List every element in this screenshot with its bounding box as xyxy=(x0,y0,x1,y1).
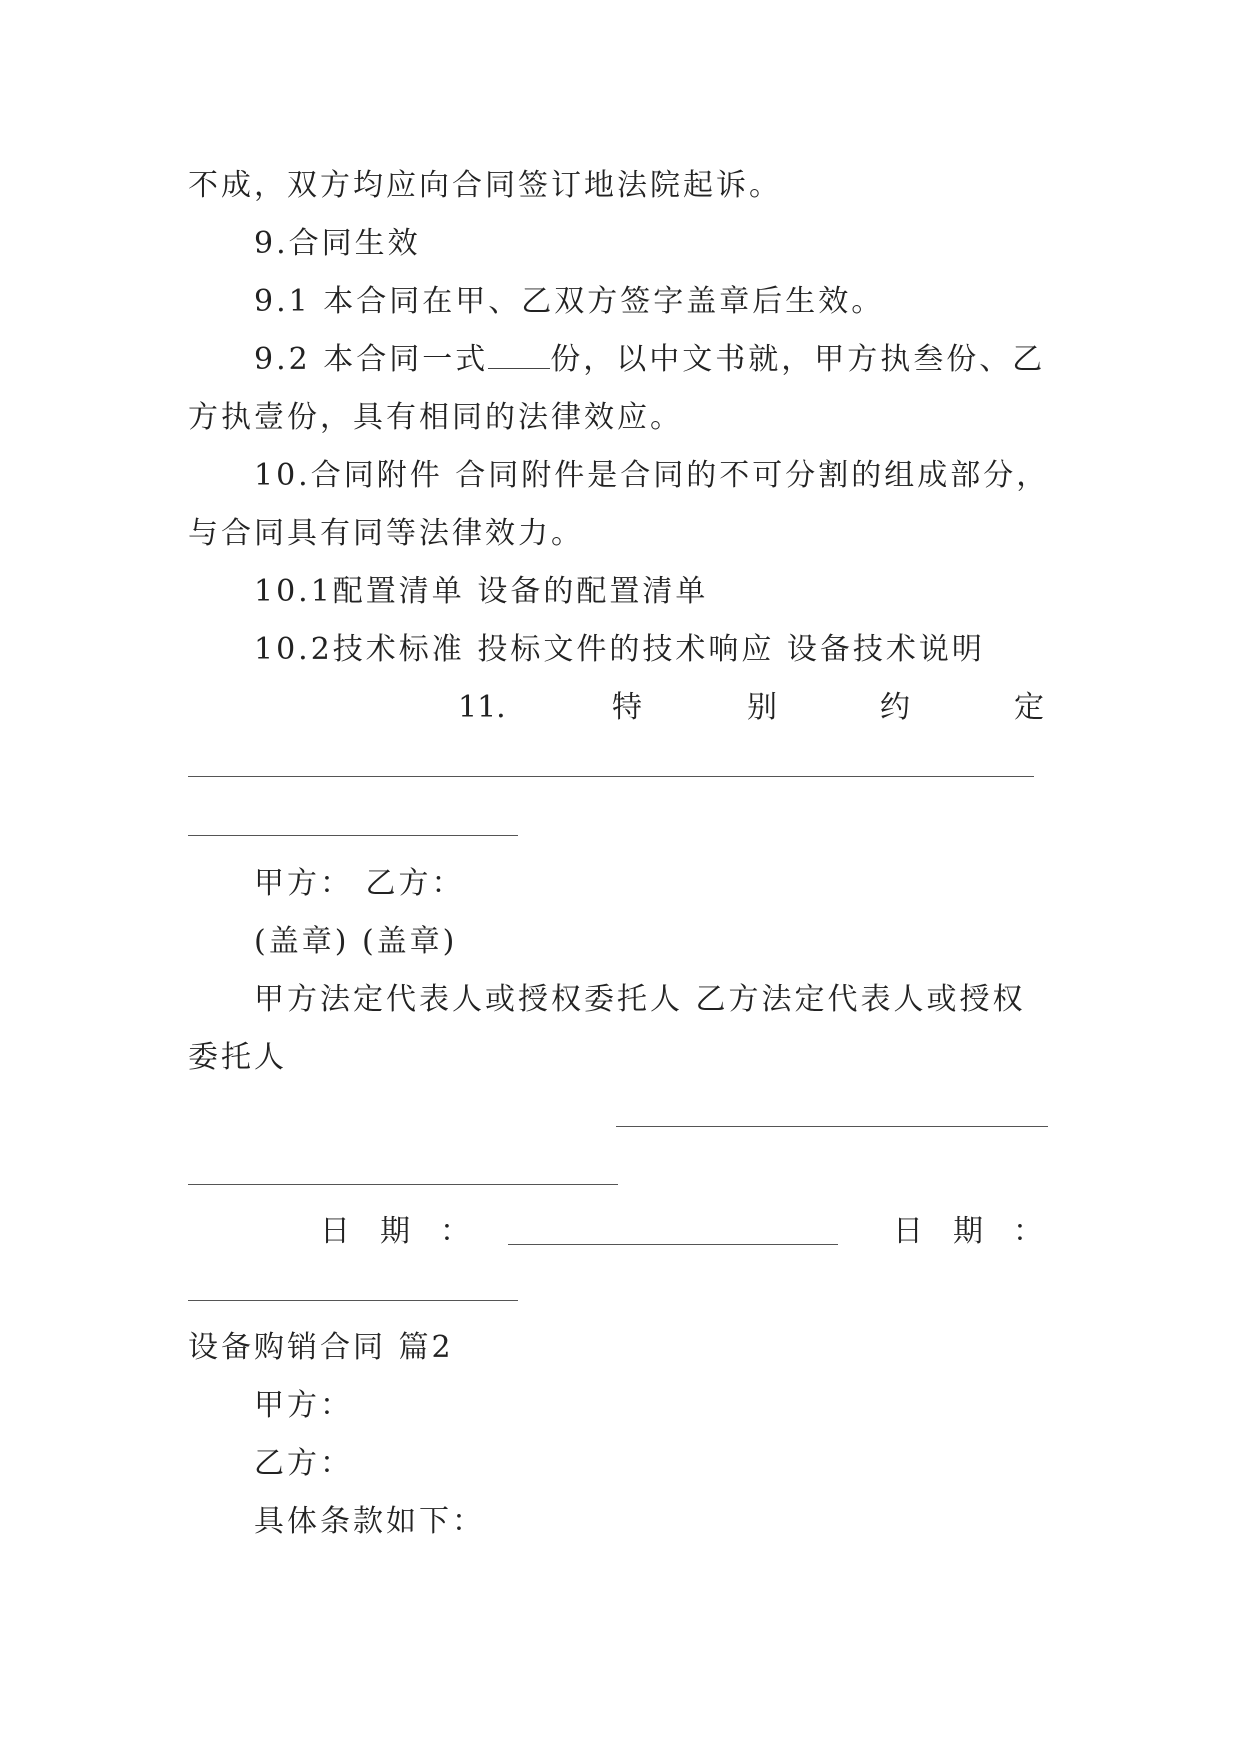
section-heading-char: 特 xyxy=(612,690,642,725)
section-heading: 9.合同生效 xyxy=(254,226,421,261)
paragraph-line: 10.1配置清单 设备的配置清单 xyxy=(254,574,709,609)
paragraph-line: 委托人 xyxy=(188,1040,287,1075)
paragraph-line: 具体条款如下： xyxy=(254,1504,485,1539)
date-label-colon: ： xyxy=(440,1214,470,1249)
section-heading-char: 别 xyxy=(747,690,777,725)
paragraph-line: 与合同具有同等法律效力。 xyxy=(188,516,584,551)
paragraph-line xyxy=(254,340,1045,380)
date-label-char: 日 xyxy=(320,1214,350,1249)
signature-line xyxy=(616,1126,1048,1127)
fill-in-line xyxy=(188,776,1034,777)
contract-title: 设备购销合同 篇2 xyxy=(188,1330,454,1365)
paragraph-line: 不成，双方均应向合同签订地法院起诉。 xyxy=(188,168,782,203)
date-label-colon: ： xyxy=(1013,1214,1043,1249)
text-span: 9.2 本合同一式 xyxy=(254,342,489,377)
section-heading-number: 11. xyxy=(458,690,506,725)
date-label-char: 日 xyxy=(893,1214,923,1249)
signature-line xyxy=(188,1184,618,1185)
text-span: 份，以中文书就，甲方执叁份、乙 xyxy=(550,342,1046,377)
date-line xyxy=(188,1300,518,1301)
paragraph-line: 9.1 本合同在甲、乙双方签字盖章后生效。 xyxy=(254,284,885,319)
paragraph-line: 10.合同附件 合同附件是合同的不可分割的组成部分， xyxy=(254,458,1050,493)
paragraph-line: 甲方法定代表人或授权委托人 乙方法定代表人或授权 xyxy=(254,982,1026,1017)
section-heading-char: 定 xyxy=(1014,690,1044,725)
paragraph-line: 方执壹份，具有相同的法律效应。 xyxy=(188,400,683,435)
date-line xyxy=(508,1244,838,1245)
section-heading-char: 约 xyxy=(880,690,910,725)
date-label-char: 期 xyxy=(380,1214,410,1249)
signature-parties: 甲方： 乙方： xyxy=(254,866,465,901)
paragraph-line: 10.2技术标准 投标文件的技术响应 设备技术说明 xyxy=(254,632,985,667)
copies-blank xyxy=(488,342,550,369)
party-label: 甲方： xyxy=(254,1388,353,1423)
date-label-char: 期 xyxy=(953,1214,983,1249)
signature-seal: (盖章) (盖章) xyxy=(254,924,458,959)
fill-in-line xyxy=(188,835,518,836)
party-label: 乙方： xyxy=(254,1446,353,1481)
